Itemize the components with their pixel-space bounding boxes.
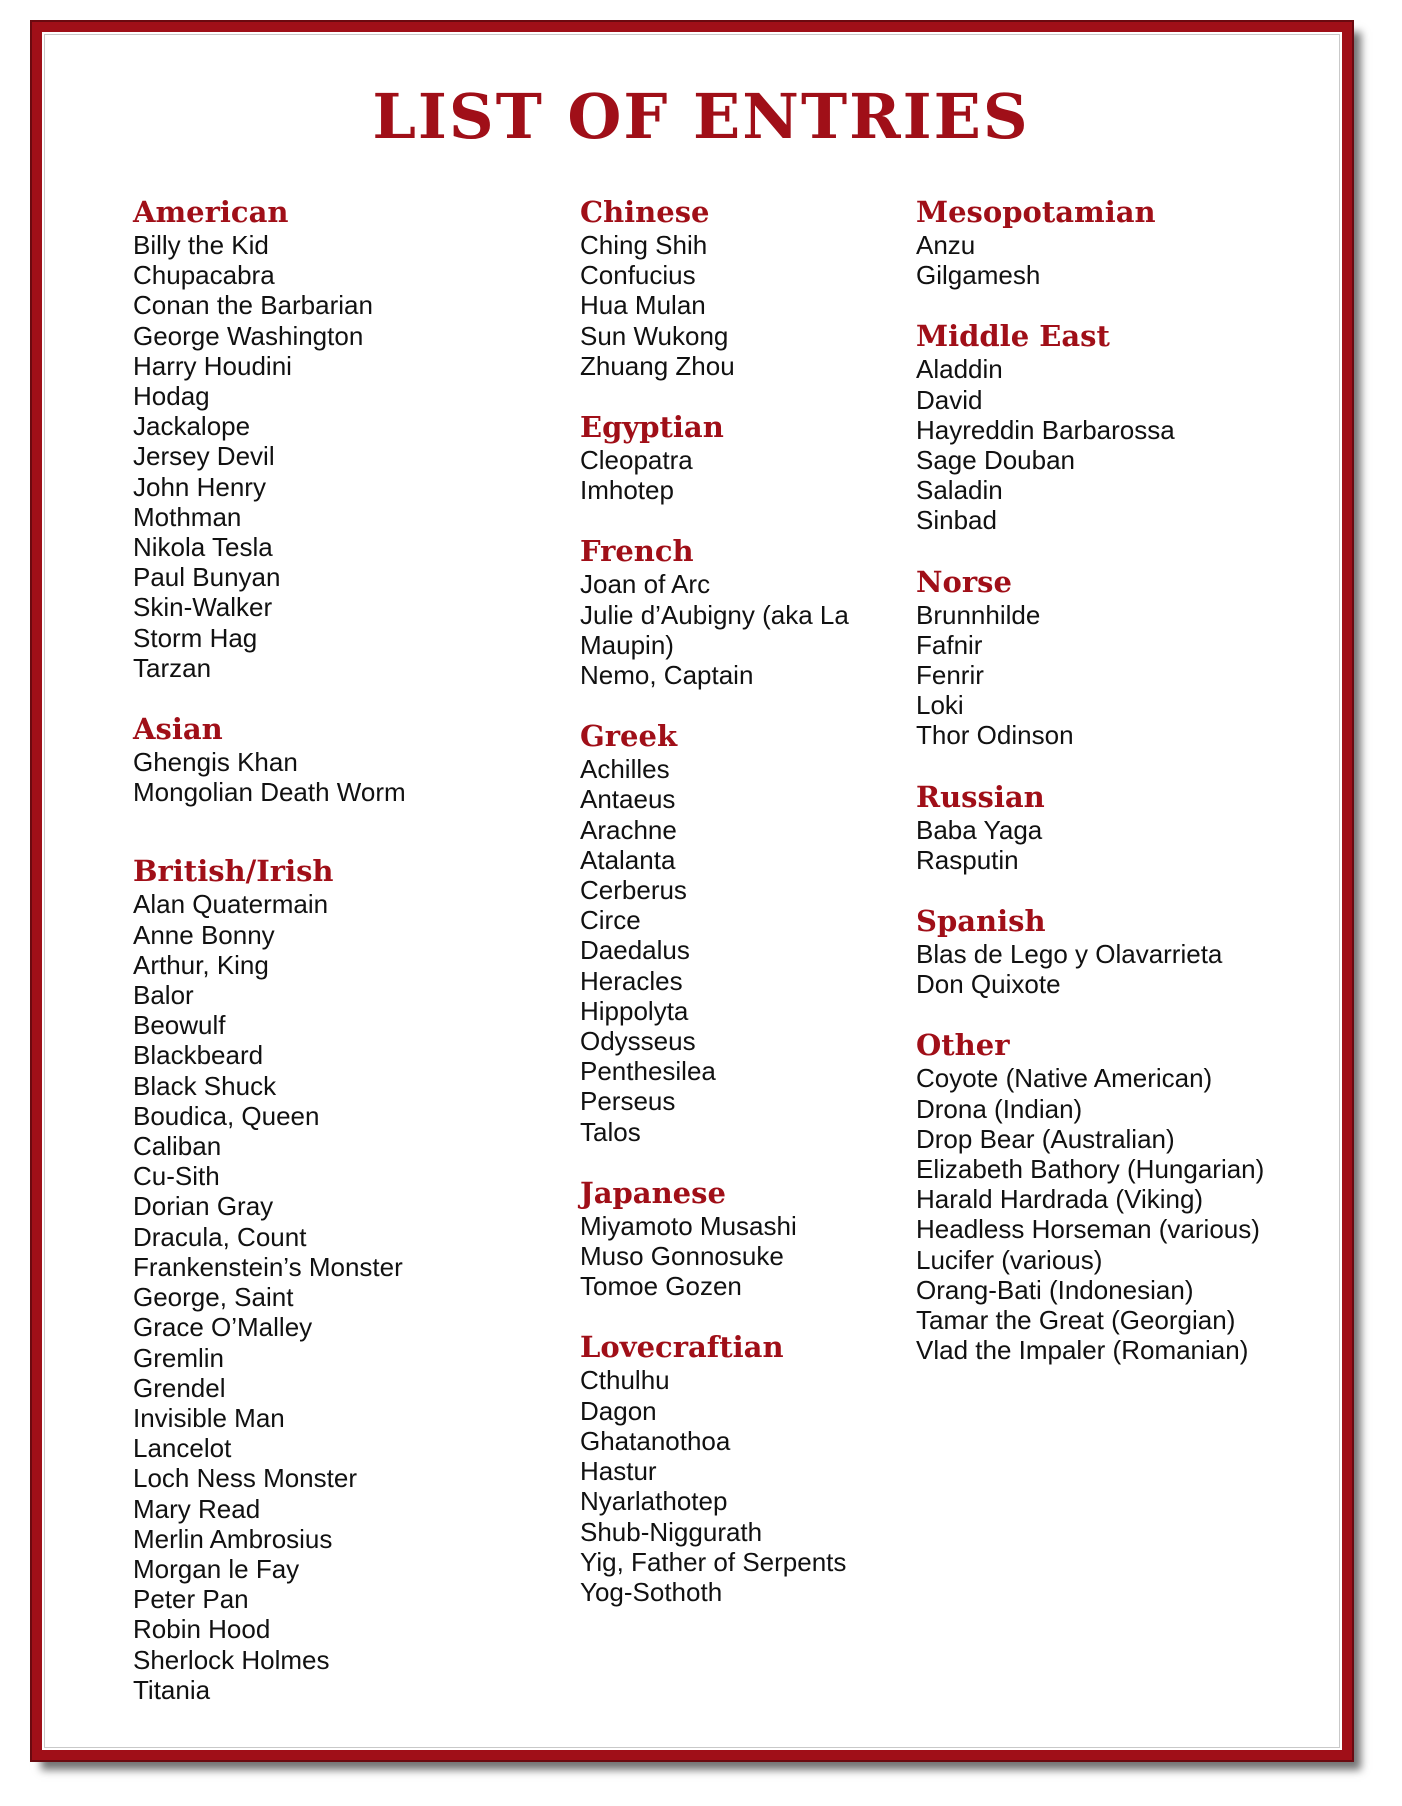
section-heading: Other (916, 1028, 1010, 1063)
list-item: Skin-Walker (133, 592, 273, 623)
list-item: Odysseus (580, 1026, 696, 1057)
list-item: Talos (580, 1116, 641, 1147)
list-item: Nikola Tesla (133, 532, 273, 563)
section-heading: Lovecraftian (580, 1330, 784, 1365)
list-item: Hastur (580, 1456, 657, 1487)
section-spanish (916, 905, 1356, 999)
list-item: Brunnhilde (916, 599, 1041, 630)
list-item: Peter Pan (133, 1584, 249, 1615)
list-item: Invisible Man (133, 1402, 285, 1433)
list-item: Frankenstein’s Monster (133, 1251, 403, 1282)
list-item: Coyote (Native American) (916, 1063, 1213, 1094)
list-item: Elizabeth Bathory (Hungarian) (916, 1154, 1265, 1185)
list-item: Drona (Indian) (916, 1093, 1083, 1124)
list-item: Black Shuck (133, 1070, 277, 1101)
list-item: Heracles (580, 965, 683, 996)
list-item: John Henry (133, 471, 266, 502)
list-item: Loki (916, 690, 964, 721)
section-heading: Greek (580, 719, 678, 754)
list-item: Conan the Barbarian (133, 290, 373, 321)
list-item: Anzu (916, 230, 976, 260)
section-heading: Asian (133, 712, 223, 747)
list-item: Robin Hood (133, 1614, 271, 1645)
list-item: Julie d’Aubigny (aka La Maupin) (580, 599, 849, 660)
list-item: Drop Bear (Australian) (916, 1123, 1175, 1154)
list-item: Tamar the Great (Georgian) (916, 1305, 1236, 1336)
section-heading: British/Irish (133, 854, 334, 889)
list-item: Storm Hag (133, 622, 258, 653)
entry-list (916, 815, 1356, 875)
entry-list (580, 1365, 910, 1607)
list-item: Hua Mulan (580, 290, 706, 321)
list-item: Grendel (133, 1372, 226, 1403)
list-item: Mary Read (133, 1493, 261, 1524)
entry-list (916, 939, 1356, 999)
list-item: Cu-Sith (133, 1161, 220, 1192)
list-item: Hayreddin Barbarossa (916, 414, 1175, 445)
section-japanese (580, 1177, 910, 1302)
list-item: Sherlock Holmes (133, 1644, 330, 1675)
section-british-irish (133, 855, 553, 1704)
list-item: Vlad the Impaler (Romanian) (916, 1335, 1249, 1366)
list-item: Alan Quatermain (133, 889, 329, 920)
entry-list (580, 569, 910, 690)
list-item: Billy the Kid (133, 230, 269, 260)
list-item: Cerberus (580, 875, 687, 906)
list-item: Jersey Devil (133, 441, 275, 472)
section-heading: American (133, 195, 289, 229)
list-item: Saladin (916, 475, 1003, 506)
list-item: Confucius (580, 260, 696, 291)
list-item: Gremlin (133, 1342, 225, 1373)
list-item: Penthesilea (580, 1056, 716, 1087)
list-item: Mothman (133, 501, 242, 532)
list-item: Shub-Niggurath (580, 1516, 763, 1547)
section-heading: Egyptian (580, 410, 724, 445)
section-chinese (580, 196, 910, 381)
list-item: Ching Shih (580, 230, 708, 260)
section-egyptian (580, 411, 910, 505)
entry-list (916, 1063, 1356, 1365)
entry-list (580, 1211, 910, 1302)
list-item: Fafnir (916, 629, 983, 660)
entry-list (916, 600, 1356, 751)
section-other (916, 1029, 1356, 1365)
section-heading: Japanese (580, 1175, 726, 1210)
list-item: Dagon (580, 1395, 657, 1426)
list-item: Circe (580, 905, 641, 936)
list-item: Anne Bonny (133, 919, 275, 950)
section-heading: French (580, 534, 694, 569)
column-2 (580, 196, 910, 1637)
entry-list (133, 747, 553, 807)
list-item: Rasputin (916, 844, 1019, 875)
list-item: Grace O’Malley (133, 1312, 313, 1343)
list-item: Cthulhu (580, 1365, 670, 1396)
list-item: Blas de Lego y Olavarrieta (916, 939, 1223, 970)
list-item: Dorian Gray (133, 1191, 274, 1222)
list-item: Hodag (133, 381, 210, 412)
list-item: Thor Odinson (916, 720, 1074, 751)
list-item: Hippolyta (580, 995, 689, 1026)
entry-list (916, 230, 1356, 290)
list-item: Merlin Ambrosius (133, 1523, 333, 1554)
column-1 (133, 196, 553, 1735)
list-item: Beowulf (133, 1010, 226, 1041)
section-greek (580, 720, 910, 1147)
list-item: Joan of Arc (580, 569, 711, 600)
list-item: Chupacabra (133, 260, 275, 291)
section-asian (133, 713, 553, 807)
list-item: Yog-Sothoth (580, 1576, 723, 1607)
list-item: Jackalope (133, 411, 251, 442)
list-item: Atalanta (580, 844, 676, 875)
list-item: George Washington (133, 320, 364, 351)
list-item: Tomoe Gozen (580, 1271, 742, 1302)
section-mesopotamian (916, 196, 1356, 290)
list-item: Harald Hardrada (Viking) (916, 1184, 1204, 1215)
section-russian (916, 781, 1356, 875)
list-item: Imhotep (580, 475, 674, 506)
list-item: Ghengis Khan (133, 747, 298, 778)
section-heading: Mesopotamian (916, 195, 1156, 229)
list-item: Arthur, King (133, 949, 269, 980)
section-french (580, 535, 910, 690)
list-item: Fenrir (916, 660, 984, 691)
section-heading: Norse (916, 564, 1012, 599)
list-item: David (916, 384, 983, 415)
list-item: Harry Houdini (133, 350, 292, 381)
section-norse (916, 566, 1356, 751)
list-item: Perseus (580, 1086, 676, 1117)
entry-list (580, 230, 910, 381)
list-item: Titania (133, 1674, 211, 1705)
list-item: Muso Gonnosuke (580, 1241, 784, 1272)
section-middle-east (916, 320, 1356, 535)
entry-list (580, 445, 910, 505)
list-item: Sun Wukong (580, 320, 729, 351)
page-title: LIST OF ENTRIES (372, 80, 1030, 153)
list-item: Paul Bunyan (133, 562, 281, 593)
column-3 (916, 196, 1356, 1395)
list-item: Yig, Father of Serpents (580, 1546, 847, 1577)
entry-list (580, 754, 910, 1147)
section-heading: Russian (916, 779, 1045, 814)
list-item: Daedalus (580, 935, 690, 966)
list-item: Headless Horseman (various) (916, 1214, 1260, 1245)
section-heading: Spanish (916, 904, 1046, 939)
list-item: Lancelot (133, 1433, 232, 1464)
section-heading: Chinese (580, 195, 710, 229)
section-heading: Middle East (916, 319, 1110, 354)
list-item: Loch Ness Monster (133, 1463, 357, 1494)
list-item: Tarzan (133, 652, 212, 683)
list-item: Zhuang Zhou (580, 350, 735, 381)
list-item: Nemo, Captain (580, 660, 754, 691)
list-item: Antaeus (580, 784, 676, 815)
list-item: Cleopatra (580, 445, 693, 476)
list-item: Caliban (133, 1131, 222, 1162)
section-lovecraftian (580, 1331, 910, 1607)
list-item: Achilles (580, 754, 670, 785)
list-item: Boudica, Queen (133, 1100, 320, 1131)
entry-list (133, 889, 553, 1704)
list-item: Balor (133, 980, 194, 1011)
list-item: Gilgamesh (916, 260, 1041, 291)
list-item: Mongolian Death Worm (133, 777, 406, 808)
list-item: George, Saint (133, 1282, 294, 1313)
list-item: Blackbeard (133, 1040, 264, 1071)
list-item: Aladdin (916, 354, 1003, 385)
list-item: Miyamoto Musashi (580, 1210, 797, 1241)
list-item: Arachne (580, 814, 677, 845)
list-item: Don Quixote (916, 969, 1061, 1000)
list-item: Orang-Bati (Indonesian) (916, 1274, 1194, 1305)
list-item: Lucifer (various) (916, 1244, 1103, 1275)
entry-list (133, 230, 553, 683)
list-item: Sinbad (916, 505, 997, 536)
section-american (133, 196, 553, 683)
entry-list (916, 354, 1356, 535)
list-item: Morgan le Fay (133, 1553, 300, 1584)
list-item: Ghatanothoa (580, 1425, 731, 1456)
list-item: Baba Yaga (916, 814, 1043, 845)
list-item: Sage Douban (916, 445, 1076, 476)
list-item: Nyarlathotep (580, 1486, 728, 1517)
list-item: Dracula, Count (133, 1221, 307, 1252)
